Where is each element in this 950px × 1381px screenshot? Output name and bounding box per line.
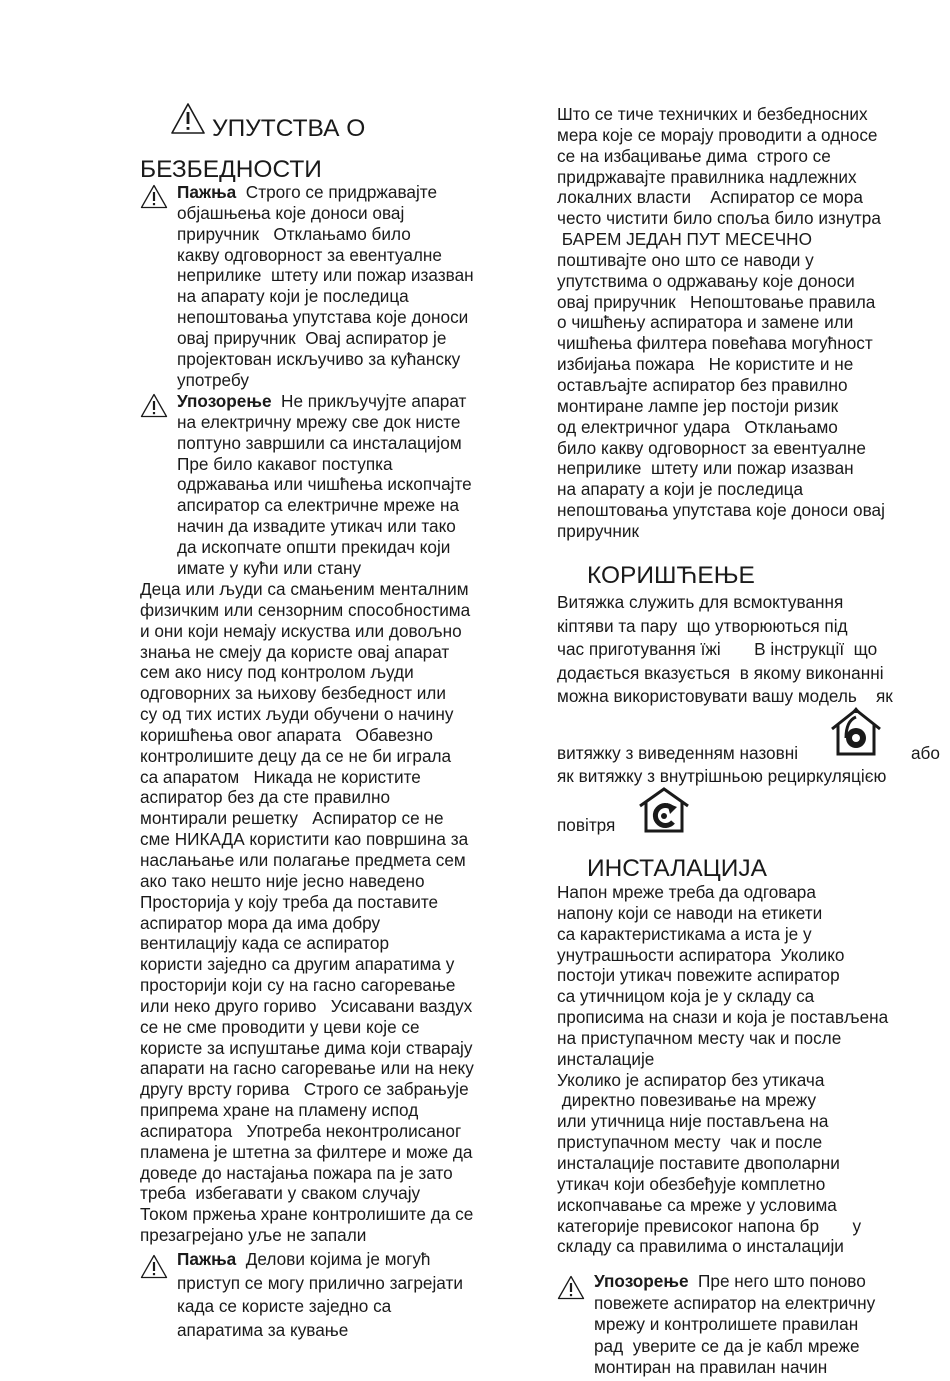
usage-line: можна використовувати вашу модель як [557, 686, 893, 707]
usage-air-line: повітря [557, 815, 616, 835]
usage-outlet-line: витяжку з виведенням назовні [557, 743, 799, 763]
installation-paragraph: Напон мреже треба да одговара напону који се наводи на етикети са карактеристикама а иста је у унутрашњости аспиратора Уколико постоји утикач повежите аспиратор са утичницом која је у складу са прописима на снази и која је постављена на приступачном месту чак и после инсталације Уколико је аспиратор без утикача директно повезивање на мрежу или утичница није постављена на приступачном месту чак и после инсталације поставите двополарни утикач који обезбеђује комплетно ископчавање са мреже у условима категорије превисоког напона бр у складу са правилима о инсталацији [557, 882, 889, 1257]
usage-paragraph [557, 591, 893, 709]
caution-label: Пажња [177, 182, 237, 202]
technical-measures-paragraph: Што се тиче техничких и безбедносних мера које се морају проводити а односе се на избацивање дима строго се придржавајте правилника надлежних локалних власти Аспиратор се мора често чистити било споља било изнутра БАРЕМ ЈЕДАН ПУТ МЕСЕЧНО поштивајте оно што се наводи у упутствима о одржавању које доноси овај приручник Непоштовање правила о чишћењу аспиратора и замене или чишћења филтера повећава могућност избијања пожара Не користите и не остављајте аспиратор без правилно монтиране лампе јер постоји ризик од електричног удара Отклањамо било какву одговорност за евентуалне неприлике штету или пожар изазван на апарату а који је последица непоштовања упутстава које доноси овај приручник [557, 104, 885, 541]
children-safety-paragraph: Деца или људи са смањеним менталним физичким или сензорним способностима и они који немају искуства или довољно знања не смеју да користе овај апарат сем ако нису под контролом људи одговорних за њихову безбедност или су од тих истих људи обучени о начину коришћења овог апарата Обавезно контролишите децу да се не би играла са апаратом Никада не користите аспиратор без да сте правилно монтирали решетку Аспиратор се не сме НИКАДА користити као површина за наслањање или полагање предмета сем ако тако нешто није јесно наведено Просторија у коју треба да поставите аспиратор мора да има добру вентилацију када се аспиратор користи заједно са другим апаратима у просторији који су на гасно сагоревање или неко друго гориво Усисавани ваздух се не сме проводити у цеви које се користе за испуштање дима који стварају апарати на гасно сагоревање или на неку другу врсту горива Строго се забрањује припрема хране на пламену испод аспиратора Употреба неконтролисаног пламена је штетна за филтере и може да доведе до настајања пожара па је зато треба избегавати у сваком случају Током пржења хране контролишите да се презагрејано уље не запали [140, 579, 474, 1246]
warning-triangle-icon [140, 184, 168, 209]
usage-line: Витяжка служить для всмоктування [557, 592, 844, 612]
safety-heading-line2: БЕЗБЕДНОСТИ [140, 156, 322, 183]
safety-heading-line1: УПУТСТВА О [212, 115, 366, 142]
usage-heading: КОРИШЋЕЊЕ [587, 562, 755, 589]
usage-line: кіптяви та пару що утворюються під [557, 615, 848, 636]
caution-text-first: Строго се придржавајте [236, 182, 438, 202]
warning-text: повежете аспиратор на електричну мрежу и контролишете правилан рад уверите се да је кабл мреже монтиран на правилан начин [594, 1292, 876, 1378]
usage-or: або [911, 743, 940, 763]
caution-text-first: Делови којима је могућ [236, 1249, 431, 1269]
warning-text-first: Не прикључујте апарат [271, 391, 467, 411]
usage-recirc-line: як витяжку з внутрішньою рециркуляцією [557, 766, 887, 786]
warning-triangle-icon [557, 1275, 585, 1300]
usage-line: час приготування їжі В інструкції що [557, 639, 878, 660]
warning-label: Упозорење [594, 1271, 689, 1291]
warning-triangle-icon [140, 1254, 168, 1279]
usage-line: додається вказується в якому виконанні [557, 662, 884, 683]
warning-text: на електричну мрежу све док нисте поптуно завршили са инсталацијом Пре било какавог поступка одржавања или чишћења ископчајте апсиратор са електричне мреже на начин да извадите утикач или тако да ископчате општи прекидач који имате у кући или стану [177, 411, 472, 578]
warning-triangle-icon [170, 102, 206, 136]
exhaust-house-icon [829, 707, 883, 757]
warning-text-first: Пре него што поново [688, 1271, 866, 1291]
warning-label: Упозорење [177, 391, 272, 411]
installation-heading: ИНСТАЛАЦИЈА [587, 855, 767, 882]
warning-triangle-icon [140, 393, 168, 418]
caution-text: објашњења које доноси овај приручник Отклањамо било какву одговорност за евентуалне неприлике штету или пожар изазван на апарату који је последица непоштовања упутстава које доноси овај приручник Овај аспиратор је пројектован искључиво за кућанску употребу [177, 202, 474, 390]
caution-label: Пажња [177, 1249, 237, 1269]
recirculation-house-icon [637, 786, 691, 834]
caution-text: приступ се могу прилично загрејати када се користе заједно са апаратима за кување [177, 1272, 463, 1340]
